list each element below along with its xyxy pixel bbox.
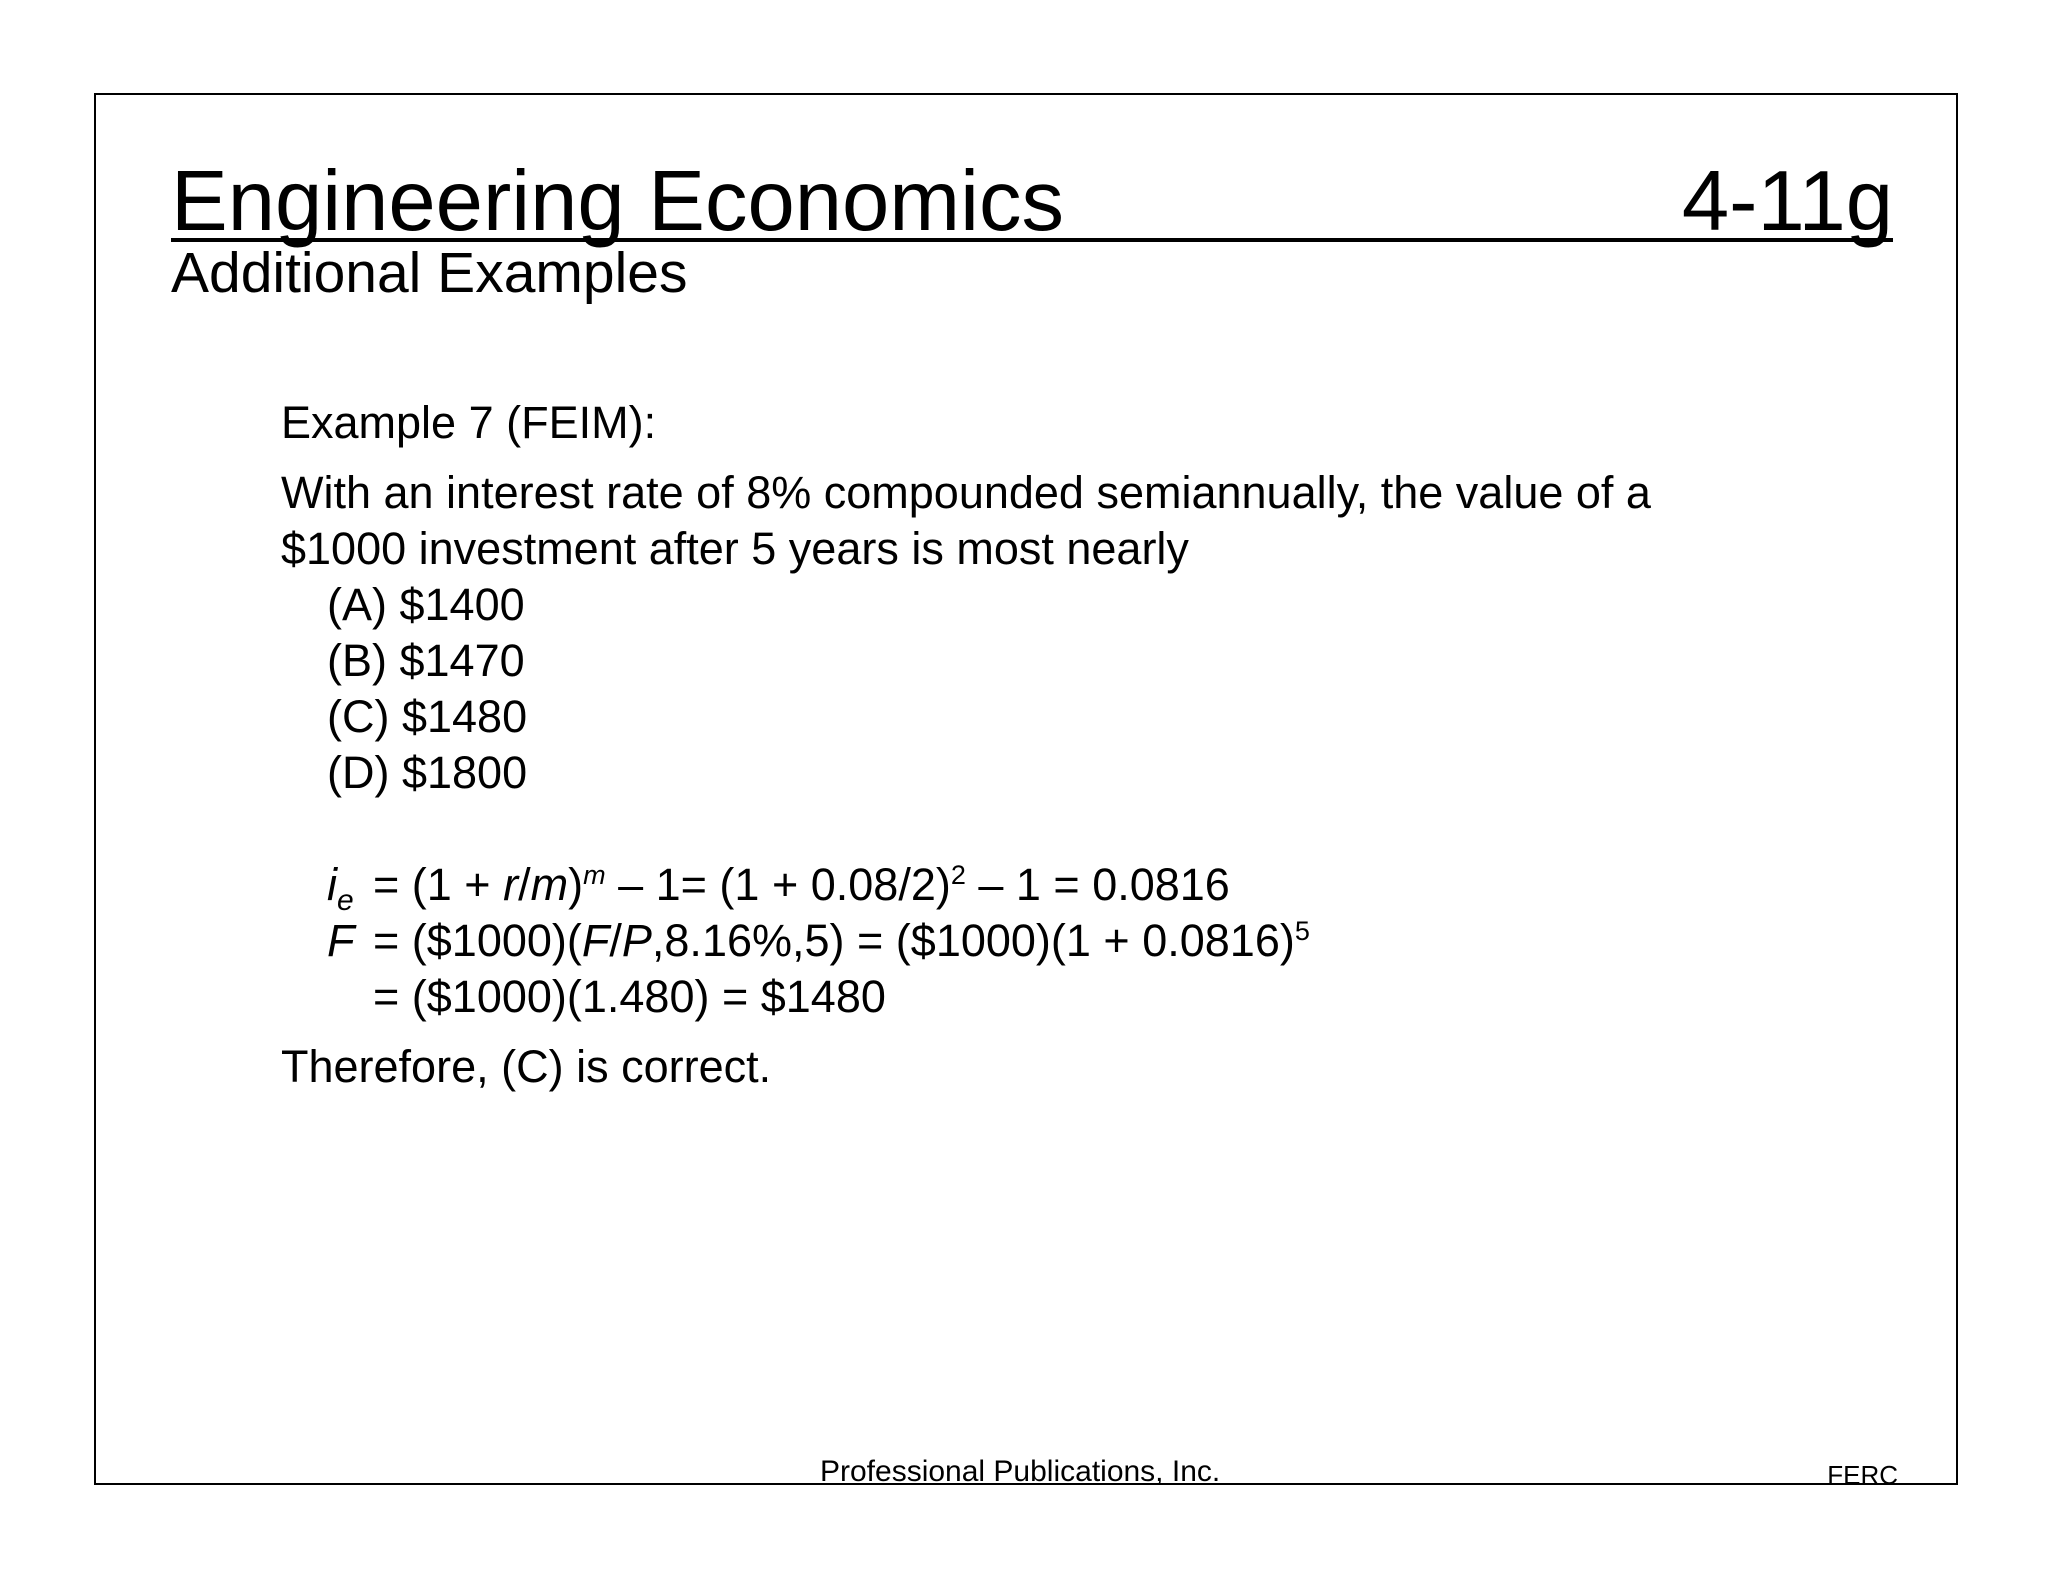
choice-d: (D) $1800 bbox=[327, 747, 528, 798]
solution-block bbox=[281, 857, 1781, 1025]
page-subtitle: Additional Examples bbox=[171, 241, 688, 305]
expr-result: = ($1000)(1.480) = $1480 bbox=[373, 971, 886, 1022]
question-line-1: With an interest rate of 8% compounded semiannually, the value of a bbox=[281, 467, 1651, 518]
footer-code: FERC bbox=[1827, 1460, 1898, 1490]
solution-line-result bbox=[327, 969, 1781, 1025]
answer-choices bbox=[281, 577, 1781, 801]
footer-publisher: Professional Publications, Inc. bbox=[820, 1455, 1221, 1488]
question-text bbox=[281, 465, 1781, 577]
question-line-2: $1000 investment after 5 years is most nearly bbox=[281, 523, 1189, 574]
conclusion-text: Therefore, (C) is correct. bbox=[281, 1041, 772, 1092]
var-ie: $i_e$ bbox=[327, 859, 354, 917]
choice-c: (C) $1480 bbox=[327, 691, 528, 742]
choice-b: (B) $1470 bbox=[327, 635, 525, 686]
solution-line-effective-rate bbox=[327, 857, 1781, 917]
title-row bbox=[171, 138, 1893, 249]
var-f: F bbox=[327, 915, 355, 966]
expr-effective-rate: = $(1 + r/m)^m - 1= (1 + 0.08/2)^2 - 1 = 0.0816$ bbox=[373, 859, 1230, 910]
choice-a: (A) $1400 bbox=[327, 579, 525, 630]
example-label: Example 7 (FEIM): bbox=[281, 397, 657, 448]
expr-future-value: = ($1000)(F/P,8.16%,5) = ($1000)(1 + 0.0816)$^5$ bbox=[373, 915, 1310, 966]
solution-line-future-value bbox=[327, 913, 1781, 969]
example-content bbox=[281, 395, 1781, 1095]
slide-number: 4-11g bbox=[1681, 154, 1893, 249]
page-title: Engineering Economics bbox=[171, 154, 1064, 249]
